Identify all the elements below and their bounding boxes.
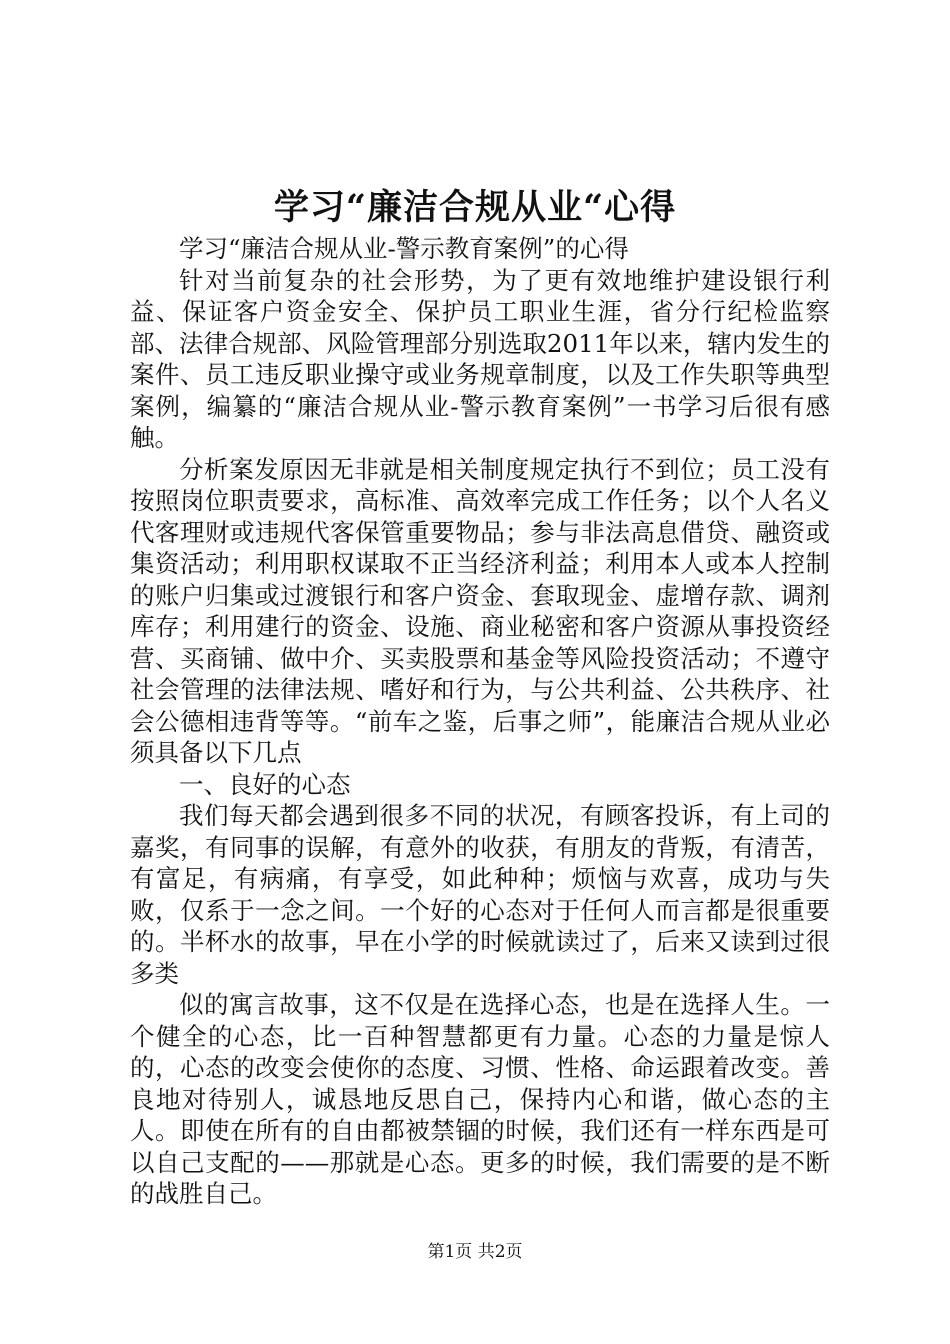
page-number: 第1页 共2页 xyxy=(427,1242,523,1262)
document-body xyxy=(130,233,830,1210)
section-heading: 一、良好的心态 xyxy=(179,769,351,799)
document-title: 学习“廉洁合规从业“心得 xyxy=(273,187,677,228)
body-paragraph: 针对当前复杂的社会形势，为了更有效地维护建设银行利益、保证客户资金安全、保护员工职业生涯，省分行纪检监察部、法律合规部、风险管理部分别选取2011年以来，辖内发生的案件、员工违反职业操守或业务规章制度，以及工作失职等典型案例，编纂的“廉洁合规从业-警示教育案例”一书学习后很有感触。 xyxy=(130,265,830,452)
body-paragraph: 我们每天都会遇到很多不同的状况，有顾客投诉，有上司的嘉奖，有同事的误解，有意外的收获，有朋友的背叛，有清苦，有富足，有病痛，有享受，如此种种；烦恼与欢喜，成功与失败，仅系于一念之间。一个好的心态对于任何人而言都是很重要的。半杯水的故事，早在小学的时候就读过了，后来又读到过很多类 xyxy=(130,801,830,988)
body-paragraph: 似的寓言故事，这不仅是在选择心态，也是在选择人生。一个健全的心态，比一百种智慧都更有力量。心态的力量是惊人的，心态的改变会使你的态度、习惯、性格、命运跟着改变。善良地对待别人，诚恳地反思自己，保持内心和谐，做心态的主人。即使在所有的自由都被禁锢的时候，我们还有一样东西是可以自己支配的——那就是心态。更多的时候，我们需要的是不断的战胜自己。 xyxy=(130,990,830,1208)
subtitle-paragraph: 学习“廉洁合规从业-警示教育案例”的心得 xyxy=(179,234,629,263)
body-paragraph: 分析案发原因无非就是相关制度规定执行不到位；员工没有按照岗位职责要求，高标准、高效率完成工作任务；以个人名义代客理财或违规代客保管重要物品；参与非法高息借贷、融资或集资活动；利用职权谋取不正当经济利益；利用本人或本人控制的账户归集或过渡银行和客户资金、套取现金、虚增存款、调剂库存；利用建行的资金、设施、商业秘密和客户资源从事投资经营、买商铺、做中介、买卖股票和基金等风险投资活动；不遵守社会管理的法律法规、嗜好和行为，与公共利益、公共秩序、社会公德相违背等等。“前车之鉴，后事之师”，能廉洁合规从业必须具备以下几点 xyxy=(130,454,830,767)
